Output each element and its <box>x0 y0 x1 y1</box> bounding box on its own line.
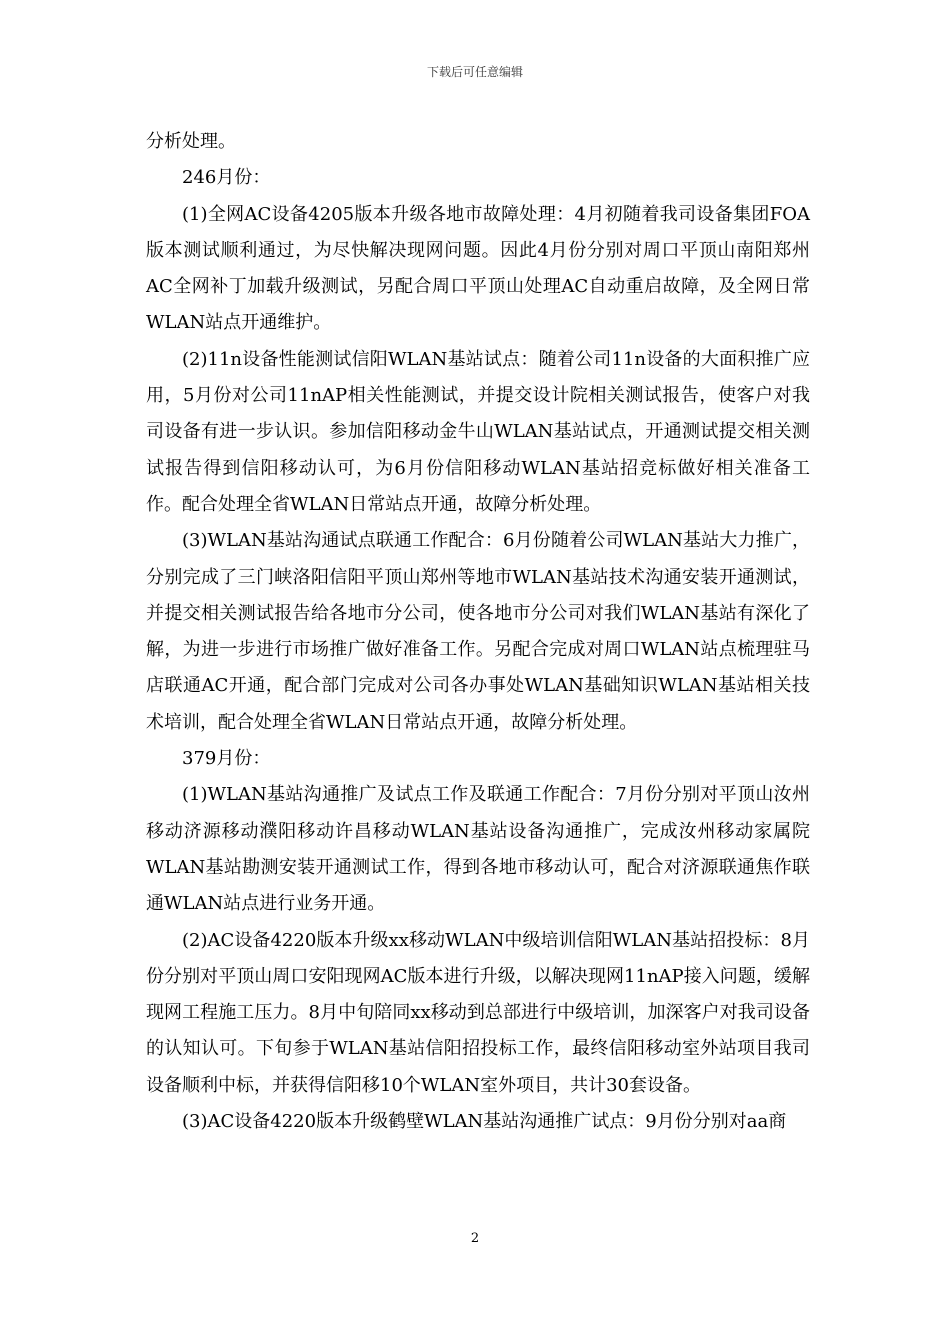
section-heading-379: 379月份： <box>182 748 271 770</box>
paragraph-item-2b: (2)AC设备4220版本升级xx移动WLAN中级培训信阳WLAN基站招投标：8月份分别对平顶山周口安阳现网AC版本进行升级，以解决现网11nAP接入问题，缓解现网工程施工压力。8月中旬陪同xx移动到总部进行中级培训，加深客户对我司设备的认知认可。下旬参于WLAN基站信阳招投标工作，最终信阳移动室外站项目我司设备顺利中标，并获得信阳移10个WLAN室外项目，共计30套设备。 <box>146 929 810 1096</box>
page-number: 2 <box>470 1231 480 1246</box>
paragraph-item-3b: (3)AC设备4220版本升级鹤壁WLAN基站沟通推广试点：9月份分别对aa商 <box>182 1111 787 1133</box>
document-body <box>146 124 810 1140</box>
section-heading-246: 246月份： <box>182 167 271 189</box>
page-header: 下载后可任意编辑 <box>426 65 523 79</box>
paragraph-item-1b: (1)WLAN基站沟通推广及试点工作及联通工作配合：7月份分别对平顶山汝州移动济源移动濮阳移动许昌移动WLAN基站设备沟通推广，完成汝州移动家属院WLAN基站勘测安装开通测试工作，得到各地市移动认可，配合对济源联通焦作联通WLAN站点进行业务开通。 <box>146 784 810 915</box>
paragraph-item-2: (2)11n设备性能测试信阳WLAN基站试点：随着公司11n设备的大面积推广应用，5月份对公司11nAP相关性能测试，并提交设计院相关测试报告，使客户对我司设备有进一步认识。参加信阳移动金牛山WLAN基站试点，开通测试提交相关测试报告得到信阳移动认可，为6月份信阳移动WLAN基站招竞标做好相关准备工作。配合处理全省WLAN日常站点开通，故障分析处理。 <box>146 348 810 515</box>
paragraph-continuation: 分析处理。 <box>146 131 236 152</box>
paragraph-item-1: (1)全网AC设备4205版本升级各地市故障处理：4月初随着我司设备集团FOA版本测试顺利通过，为尽快解决现网问题。因此4月份分别对周口平顶山南阳郑州AC全网补丁加载升级测试，另配合周口平顶山处理AC自动重启故障，及全网日常WLAN站点开通维护。 <box>146 203 810 334</box>
paragraph-item-3: (3)WLAN基站沟通试点联通工作配合：6月份随着公司WLAN基站大力推广，分别完成了三门峡洛阳信阳平顶山郑州等地市WLAN基站技术沟通安装开通测试，并提交相关测试报告给各地市分公司，使各地市分公司对我们WLAN基站有深化了解，为进一步进行市场推广做好准备工作。另配合完成对周口WLAN站点梳理驻马店联通AC开通，配合部门完成对公司各办事处WLAN基础知识WLAN基站相关技术培训，配合处理全省WLAN日常站点开通，故障分析处理。 <box>146 530 810 733</box>
